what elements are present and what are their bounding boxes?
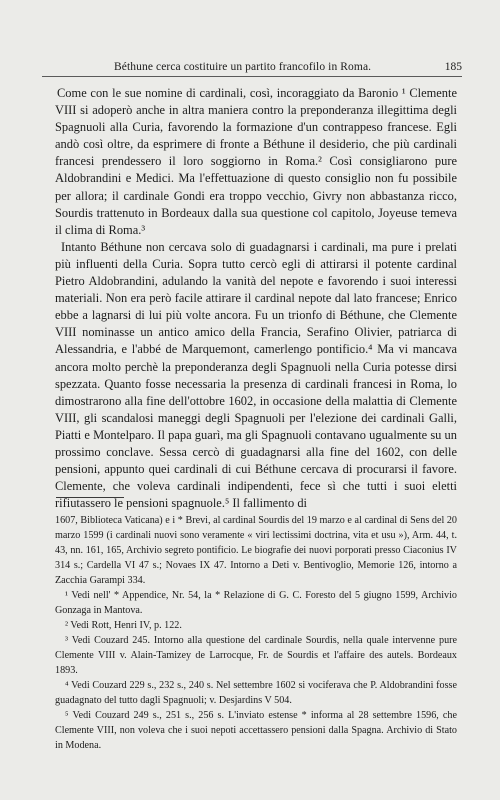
footnote-rule	[56, 497, 124, 498]
paragraph: Come con le sue nomine di cardinali, così, incoraggiato da Baronio ¹ Clemente VIII si adoperò anche in altra maniera contro la preponderanza illegittima degli Spagnuoli alla Curia, favorendo la formazione d'un contrappeso francese. Egli andò così oltre, da esprimere di fronte a Béthune il desiderio, che più cardinali francesi prendessero il loro soggiorno in Roma.² Così consigliarono pure Aldobrandini e Medici. Ma l'effettuazione di questo consiglio non fu possibile per allora; il cardinale Gondi era troppo vecchio, Givry non abbastanza ricco, Sourdis trattenuto in Bordeaux dalla sua questione col capitolo, Joyeuse temeva il clima di Roma.³	[55, 86, 457, 237]
header-rule	[42, 76, 462, 77]
footnotes	[55, 513, 457, 753]
footnote: ⁴ Vedi Couzard 229 s., 232 s., 240 s. Nel settembre 1602 si vociferava che P. Aldobrandini fosse guadagnato del tutto dagli Spagnuoli; v. Desjardins V 504.	[55, 680, 457, 706]
main-text	[55, 85, 457, 512]
footnote: ⁵ Vedi Couzard 249 s., 251 s., 256 s. L'inviato estense * informa al 28 settembre 1596, che Clemente VIII, non voleva che i suoi nepoti accettassero pensioni dalla Spagna. Archivio di Stato in Modena.	[55, 710, 457, 751]
page-header	[42, 60, 462, 74]
footnote: ³ Vedi Couzard 245. Intorno alla questione del cardinale Sourdis, nella quale intervenne pure Clemente VIII v. Alain-Tamizey de Larrocque, Fr. de Sourdis et l'affaire des autels. Bordeaux 1893.	[55, 635, 457, 676]
footnote: ¹ Vedi nell' * Appendice, Nr. 54, la * Relazione di G. C. Foresto del 5 giugno 1599, Archivio Gonzaga in Mantova.	[55, 590, 457, 616]
page-number: 185	[444, 61, 462, 73]
footnote: 1607, Biblioteca Vaticana) e i * Brevi, al cardinal Sourdis del 19 marzo e al cardinal di Sens del 20 marzo 1599 (i cardinali nuovi sono veramente « viri lectissimi doctrina, vita et usu »), Arm. 44, t. 43, nn. 161, 165, Archivio segreto pontificio. Le biografie dei nuovi porporati presso Ciaconius IV 314 s.; Cardella VI 47 s.; Novaes IX 47. Intorno a Deti v. Bentivoglio, Memorie 126, intorno a Zacchia Garampi 334.	[55, 515, 457, 586]
paragraph: Intanto Béthune non cercava solo di guadagnarsi i cardinali, ma pure i prelati più influenti della Curia. Sopra tutto cercò egli di attirarsi il potente cardinal Pietro Aldobrandini, adulando la vanità del nepote e favorendo i suoi interessi materiali. Non era però facile attirare il cardinal nepote dal lato francese; Enrico ebbe a lagnarsi di lui più volte ancora. Fu un trionfo di Béthune, che Clemente VIII nominasse un antico amico della Francia, Serafino Olivier, patriarca di Alessandria, e l'abbé de Marquemont, camerlengo pontificio.⁴ Ma vi mancava ancora molto perchè la preponderanza degli Spagnuoli nella Curia potesse dirsi spezzata. Quanto fosse necessaria la presenza di cardinali francesi in Roma, lo dimostrarono alla fine dell'ottobre 1602, in occasione della malattia di Clemente VIII, gli scandalosi maneggi degli Spagnuoli per l'elezione dei cardinali Galli, Piatti e Montelparo. Il papa guarì, ma gli Spagnuoli contavano ugualmente su un prossimo conclave. Sessa cercò di guadagnarsi alla fine del 1602, con delle pensioni, appunto quei cardinali di cui Béthune cercava di procurarsi il favore. Clemente, che voleva cardinali indipendenti, fece sì che tutti i suoi eletti rifiutassero le pensioni spagnuole.⁵ Il fallimento di	[55, 239, 457, 511]
footnote: ² Vedi Rott, Henri IV, p. 122.	[65, 620, 182, 631]
running-title: Béthune cerca costituire un partito francofilo in Roma.	[114, 61, 372, 73]
